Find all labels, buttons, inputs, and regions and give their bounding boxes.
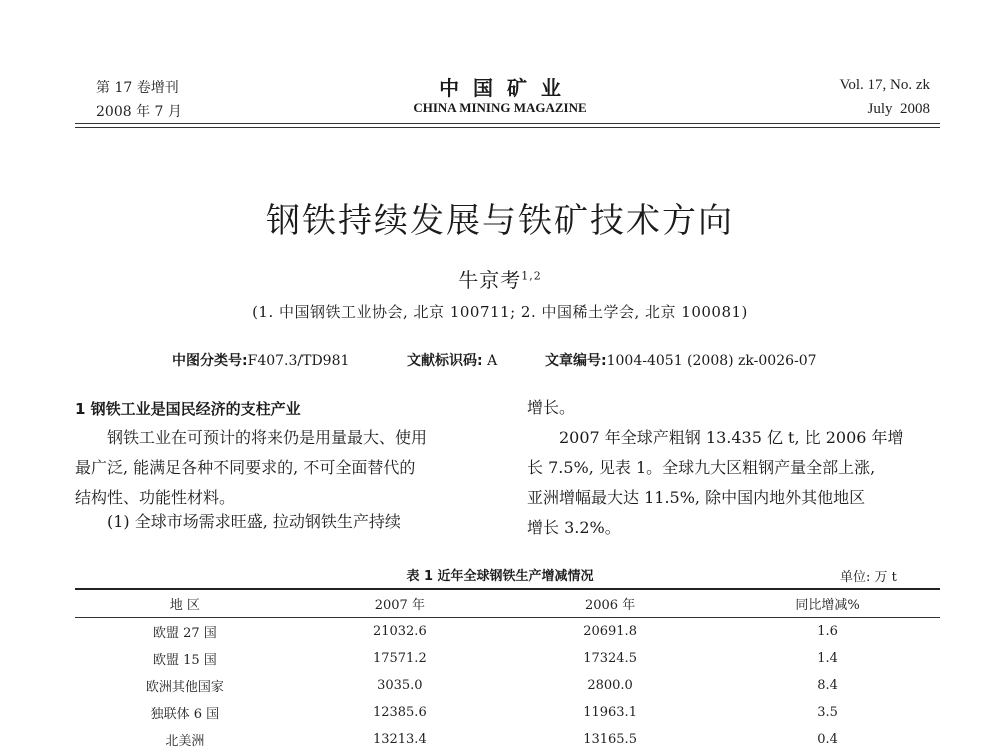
col-2006: 2006 年 xyxy=(505,590,715,618)
journal-name-en: CHINA MINING MAGAZINE xyxy=(413,100,587,115)
cell-change: 8.4 xyxy=(817,678,838,693)
cell-change: 0.4 xyxy=(817,732,838,747)
table-header-row xyxy=(75,590,940,618)
cell-2006: 20691.8 xyxy=(583,624,637,639)
cell-region: 欧盟 15 国 xyxy=(152,653,217,668)
cell-change: 1.4 xyxy=(817,651,838,666)
cell-2007: 17571.2 xyxy=(372,651,427,666)
clc-label: 中图分类号: xyxy=(172,353,248,369)
cell-2006: 11963.1 xyxy=(583,705,637,720)
id-label: 文章编号: xyxy=(545,353,607,369)
author-affil-marks: 1,2 xyxy=(521,269,542,283)
author-line xyxy=(0,264,1000,293)
cell-2006: 2800.0 xyxy=(587,678,633,693)
col-region: 地 区 xyxy=(75,590,295,618)
left-para1-line-3: 结构性、功能性材料。 xyxy=(75,488,236,507)
cell-2006: 17324.5 xyxy=(583,651,637,666)
date-en: July 2008 xyxy=(867,101,930,117)
clc-number xyxy=(172,350,349,370)
article-title: 钢铁持续发展与铁矿技术方向 xyxy=(266,201,734,241)
affiliation: (1. 中国钢铁工业协会, 北京 100711; 2. 中国稀土学会, 北京 100081) xyxy=(252,303,748,321)
header-rule-top xyxy=(75,123,940,124)
doc-value: A xyxy=(487,353,498,369)
right-paragraph xyxy=(527,423,947,543)
left-paragraph-1 xyxy=(75,423,495,513)
table-row xyxy=(75,726,940,753)
cell-change: 1.6 xyxy=(817,624,838,639)
volume-en: Vol. 17, No. zk xyxy=(839,77,930,93)
volume-label: 第 17 卷增刊 xyxy=(96,80,179,96)
issue-date: 2008 年 7 月 xyxy=(96,104,182,120)
author-name: 牛京考 xyxy=(458,268,522,292)
cell-region: 独联体 6 国 xyxy=(150,707,220,722)
table-row xyxy=(75,672,940,699)
id-value: 1004-4051 (2008) zk-0026-07 xyxy=(606,353,817,369)
section-heading: 1 钢铁工业是国民经济的支柱产业 xyxy=(75,400,301,418)
cell-2007: 3035.0 xyxy=(377,678,423,693)
right-para-line-2: 长 7.5%, 见表 1。全球九大区粗钢产量全部上涨, xyxy=(527,458,876,477)
production-table xyxy=(75,590,940,753)
right-continuation: 增长。 xyxy=(527,398,576,417)
left-paragraph-2: (1) 全球市场需求旺盛, 拉动钢铁生产持续 xyxy=(107,512,401,531)
article-number xyxy=(545,350,817,370)
cell-2006: 13165.5 xyxy=(583,732,637,747)
left-para1-line-2: 最广泛, 能满足各种不同要求的, 不可全面替代的 xyxy=(75,458,416,477)
journal-name-cn: 中 国 矿 业 xyxy=(439,76,561,100)
header-rule-bottom xyxy=(75,127,940,128)
cell-region: 欧洲其他国家 xyxy=(145,680,224,695)
clc-value: F407.3/TD981 xyxy=(247,353,350,369)
table-caption: 表 1 近年全球钢铁生产增减情况 xyxy=(406,569,594,584)
table-row xyxy=(75,618,940,646)
cell-region: 欧盟 27 国 xyxy=(152,626,217,641)
cell-change: 3.5 xyxy=(817,705,838,720)
right-para-line-3: 亚洲增幅最大达 11.5%, 除中国内地外其他地区 xyxy=(527,488,866,507)
cell-2007: 12385.6 xyxy=(372,705,427,720)
cell-region: 北美洲 xyxy=(165,734,205,749)
table-row xyxy=(75,699,940,726)
table-unit: 单位: 万 t xyxy=(840,570,897,585)
right-para-line-4: 增长 3.2%。 xyxy=(527,518,621,537)
right-para-line-1: 2007 年全球产粗钢 13.435 亿 t, 比 2006 年增 xyxy=(559,428,904,447)
col-2007: 2007 年 xyxy=(295,590,505,618)
table-row xyxy=(75,645,940,672)
col-change: 同比增减% xyxy=(715,590,940,618)
doc-label: 文献标识码: xyxy=(407,353,483,369)
cell-2007: 21032.6 xyxy=(372,624,427,639)
left-para1-line-1: 钢铁工业在可预计的将来仍是用量最大、使用 xyxy=(107,428,428,447)
document-code xyxy=(407,350,497,370)
cell-2007: 13213.4 xyxy=(372,732,427,747)
